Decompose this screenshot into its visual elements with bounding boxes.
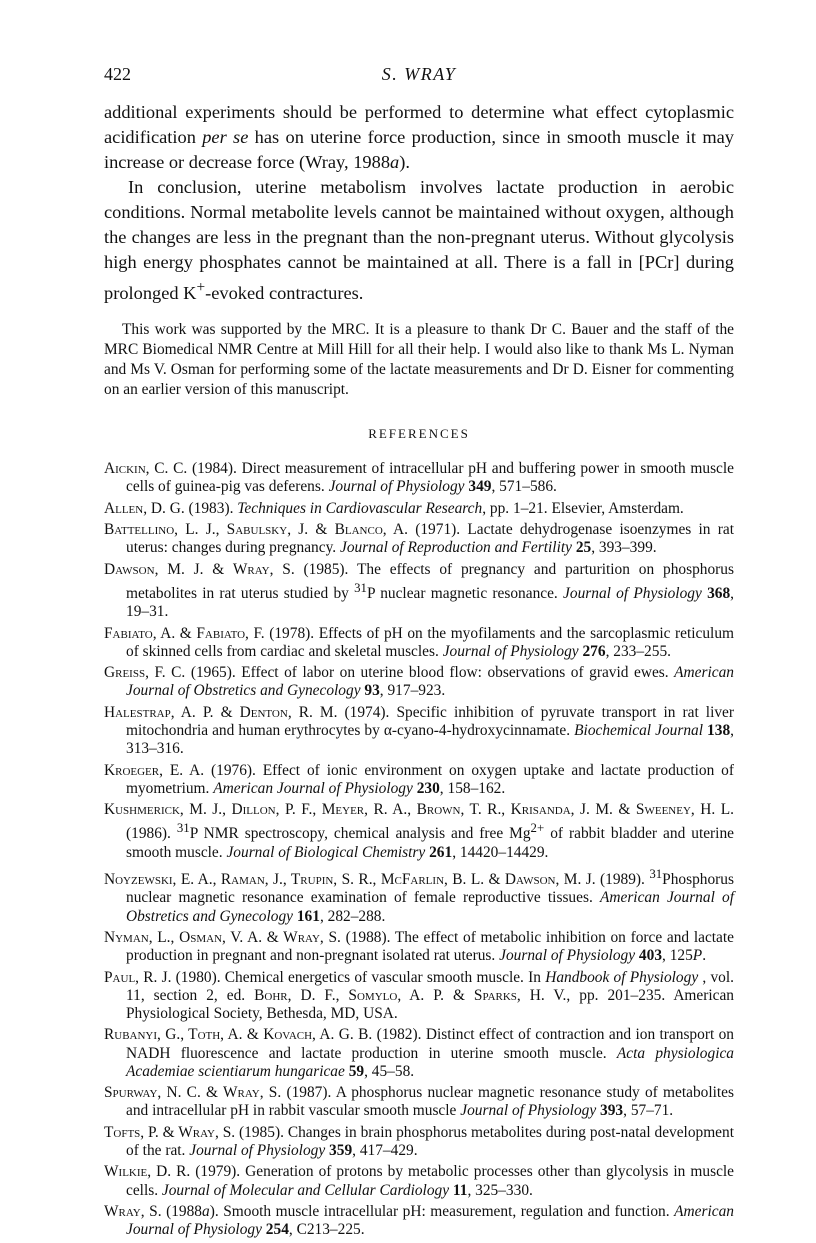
acknowledgements: This work was supported by the MRC. It is a pleasure to thank Dr C. Bauer and the staff of the MRC Biomedical NMR Centre at Mill Hill for all their help. I would also like to thank Ms L. Nyman and Ms V. Osman for performing some of the lactate measurements and Dr D. Eisner for commenting on an earlier version of this manuscript. [104,321,734,399]
reference: Battellino, L. J., Sabulsky, J. & Blanco, A. (1971). Lactate dehydrogenase isoenzymes in rat uterus: changes during pregnancy. Journal of Reproduction and Fertility 25, 393–399. [104,521,734,557]
reference: Greiss, F. C. (1965). Effect of labor on uterine blood flow: observations of gravid ewes. American Journal of Obstretics and Gynecology 93, 917–923. [104,664,734,700]
running-head: S. WRAY [381,64,457,84]
reference: Kroeger, E. A. (1976). Effect of ionic environment on oxygen uptake and lactate production of myometrium. American Journal of Physiology 230, 158–162. [104,761,734,797]
page-header [104,64,734,94]
reference: Aickin, C. C. (1984). Direct measurement of intracellular pH and buffering power in smooth muscle cells of guinea-pig vas deferens. Journal of Physiology 349, 571–586. [104,460,734,496]
reference: Allen, D. G. (1983). Techniques in Cardiovascular Research, pp. 1–21. Elsevier, Amsterdam. [104,499,684,517]
references-heading: REFERENCES [368,426,470,442]
reference-list [104,460,734,1239]
reference: Dawson, M. J. & Wray, S. (1985). The effects of pregnancy and parturition on phosphorus metabolites in rat uterus studied by $^{31}$P nuclear magnetic resonance. Journal of Physiology 368, 19–31. [104,560,735,621]
reference: Wilkie, D. R. (1979). Generation of protons by metabolic processes other than glycolysis in muscle cells. Journal of Molecular and Cellular Cardiology 11, 325–330. [104,1163,735,1199]
reference: Noyzewski, E. A., Raman, J., Trupin, S. R., McFarlin, B. L. & Dawson, M. J. (1989). $^{31}$Phosphorus nuclear magnetic resonance examination of female reproductive tissues. American Journal of Obstretics and Gynecology 161, 282–288. [104,867,734,925]
reference: Halestrap, A. P. & Denton, R. M. (1974). Specific inhibition of pyruvate transport in rat liver mitochondria and human erythrocytes by α-cyano-4-hydroxycinnamate. Biochemical Journal 138, 313–316. [104,703,734,758]
page [104,64,734,1243]
paragraph-conclusion: In conclusion, uterine metabolism involves lactate production in aerobic conditions. Normal metabolite levels cannot be maintained without oxygen, although the changes are less in the pregnant than the non-pregnant uterus. Without glycolysis high energy phosphates cannot be maintained at all. There is a fall in [PCr] during prolonged K+-evoked contractures. [104,177,734,304]
reference: Tofts, P. & Wray, S. (1985). Changes in brain phosphorus metabolites during post-natal development of the rat. Journal of Physiology 359, 417–429. [104,1123,734,1160]
reference: Paul, R. J. (1980). Chemical energetics of vascular smooth muscle. In Handbook of Physiology , vol. 11, section 2, ed. Bohr, D. F., Somylo, A. P. & Sparks, H. V., pp. 201–235. American Physiological Society, Bethesda, MD, USA. [104,968,734,1023]
reference: Spurway, N. C. & Wray, S. (1987). A phosphorus nuclear magnetic resonance study of metabolites and intracellular pH in rabbit vascular smooth muscle Journal of Physiology 393, 57–71. [104,1084,734,1120]
reference: Wray, S. (1988a). Smooth muscle intracellular pH: measurement, regulation and function. American Journal of Physiology 254, C213–225. [104,1203,734,1239]
page-number: 422 [104,64,131,84]
paragraph: additional experiments should be performed to determine what effect cytoplasmic acidification per se has on uterine force production, since in smooth muscle it may increase or decrease force (Wray, 1988a). [104,102,734,172]
body-text [104,100,734,306]
reference: Rubanyi, G., Toth, A. & Kovach, A. G. B. (1982). Distinct effect of contraction and ion transport on NADH fluorescence and lactate production in uterine smooth muscle. Acta physiologica Academiae scientiarum hungaricae 59, 45–58. [104,1026,735,1080]
reference: Fabiato, A. & Fabiato, F. (1978). Effects of pH on the myofilaments and the sarcoplasmic reticulum of skinned cells from cardiac and skeletal muscles. Journal of Physiology 276, 233–255. [104,624,734,660]
reference: Kushmerick, M. J., Dillon, P. F., Meyer, R. A., Brown, T. R., Krisanda, J. M. & Sweeney, H. L. (1986). $^{31}$P NMR spectroscopy, chemical analysis and free $Mg^{2+}$ of rabbit bladder and uterine smooth muscle. Journal of Biological Chemistry 261, 14420–14429. [104,801,734,861]
reference: Nyman, L., Osman, V. A. & Wray, S. (1988). The effect of metabolic inhibition on force and lactate production in pregnant and non-pregnant isolated rat uterus. Journal of Physiology 403, 125P. [104,929,734,965]
